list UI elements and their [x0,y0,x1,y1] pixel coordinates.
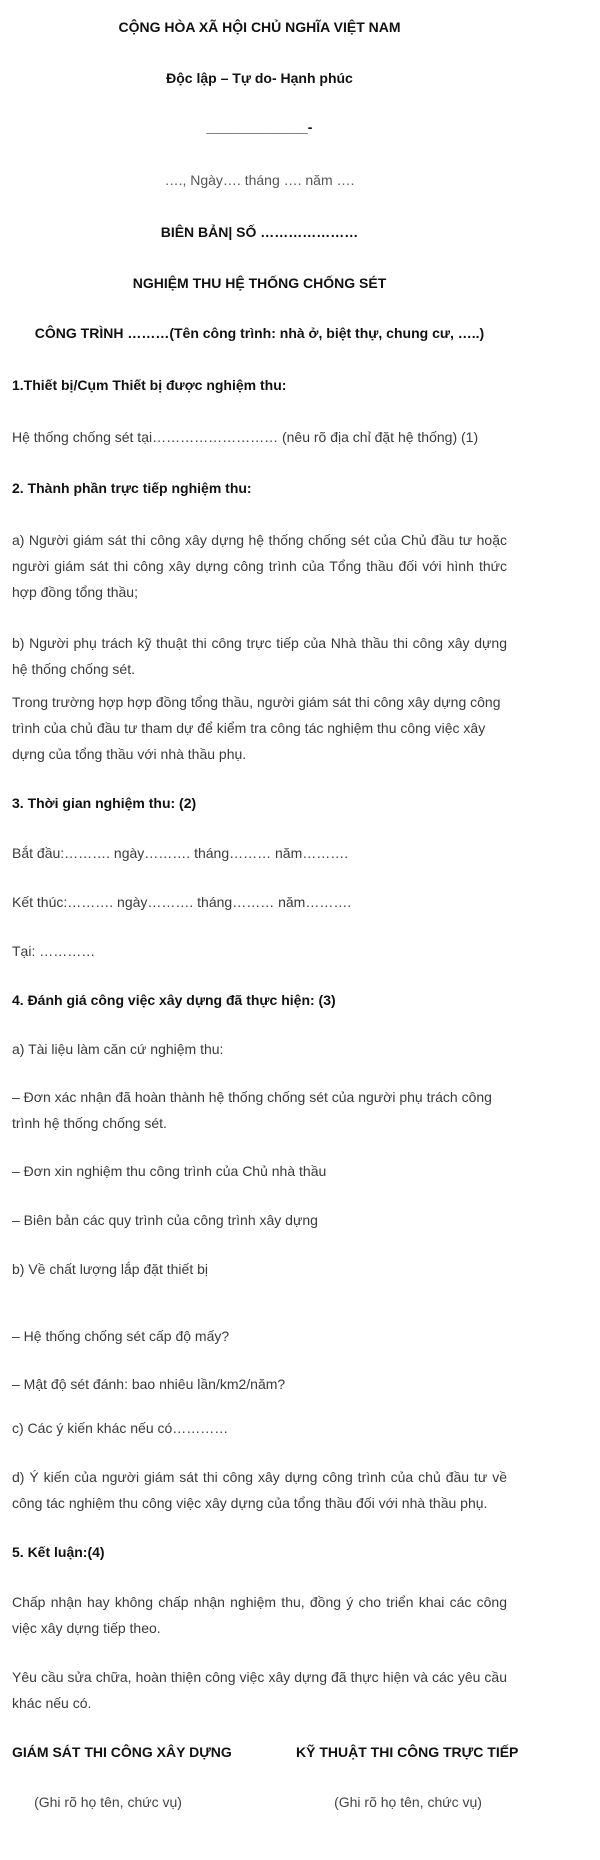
section-5-p2: Yêu cầu sửa chữa, hoàn thiện công việc xây dựng đã thực hiện và các yêu cầu khác nếu có. [12,1669,507,1711]
section-2-note: Trong trường hợp hợp đồng tổng thầu, người giám sát thi công xây dựng công trình của chủ đầu tư tham dự để kiểm tra công tác nghiệm thu công việc xây dựng của tổng thầu với nhà thầu phụ. [12,694,501,762]
section-4-a3: – Biên bản các quy trình của công trình xây dựng [12,1212,318,1228]
section-4-b: b) Về chất lượng lắp đặt thiết bị [12,1261,208,1277]
section-2-a: a) Người giám sát thi công xây dựng hệ thống chống sét của Chủ đầu tư hoặc người giám sát thi công xây dựng công trình của Tổng thầu đối với hình thức hợp đồng tổng thầu; [12,532,507,600]
section-4-heading: 4. Đánh giá công việc xây dựng đã thực hiện: (3) [12,992,336,1008]
project-line: CÔNG TRÌNH ………(Tên công trình: nhà ở, biệt thự, chung cư, …..) [34,325,485,341]
end-time: Kết thúc:………. ngày………. tháng……… năm………. [12,894,352,910]
section-2-b: b) Người phụ trách kỹ thuật thi công trực tiếp của Nhà thầu thi công xây dựng hệ thống chống sét. [12,635,507,677]
record-number: BIÊN BẢN| SỐ ………………… [160,224,359,240]
section-1-heading: 1.Thiết bị/Cụm Thiết bị được nghiệm thu: [12,377,287,393]
section-4-a1: – Đơn xác nhận đã hoàn thành hệ thống chống sét của người phụ trách công trình hệ thống chống sét. [12,1089,492,1131]
section-5-p1: Chấp nhận hay không chấp nhận nghiệm thu, đồng ý cho triển khai các công việc xây dựng tiếp theo. [12,1594,507,1636]
signature-right-title: KỸ THUẬT THI CÔNG TRỰC TIẾP [296,1744,519,1760]
signature-right-note: (Ghi rõ họ tên, chức vụ) [334,1794,482,1810]
signature-left-note: (Ghi rõ họ tên, chức vụ) [34,1794,182,1810]
section-4-b1: – Hệ thống chống sét cấp độ mấy? [12,1328,230,1344]
section-1-text: Hệ thống chống sét tại……………………… (nêu rõ địa chỉ đặt hệ thống) (1) [12,429,479,445]
section-4-b2: – Mật độ sét đánh: bao nhiêu lần/km2/năm? [12,1376,286,1392]
motto: Độc lập – Tự do- Hạnh phúc [166,70,353,86]
document-title: NGHIỆM THU HỆ THỐNG CHỐNG SÉT [132,275,387,291]
nation-heading: CỘNG HÒA XÃ HỘI CHỦ NGHĨA VIỆT NAM [118,19,401,35]
date-line: …., Ngày…. tháng …. năm …. [164,172,355,188]
section-2-heading: 2. Thành phần trực tiếp nghiệm thu: [12,480,252,496]
section-5-heading: 5. Kết luận:(4) [12,1544,105,1560]
start-time: Bắt đầu:………. ngày………. tháng……… năm………. [12,845,349,861]
separator: _____________- [206,119,313,135]
section-4-a2: – Đơn xin nghiệm thu công trình của Chủ nhà thầu [12,1163,327,1179]
section-4-d: d) Ý kiến của người giám sát thi công xây dựng công trình của chủ đầu tư về công tác nghiệm thu công việc xây dựng của tổng thầu đối với nhà thầu phụ. [12,1469,507,1511]
section-4-a: a) Tài liệu làm căn cứ nghiệm thu: [12,1041,224,1057]
place: Tại: ………… [12,943,96,959]
section-3-heading: 3. Thời gian nghiệm thu: (2) [12,795,197,811]
section-4-c: c) Các ý kiến khác nếu có………… [12,1420,229,1436]
signature-left-title: GIÁM SÁT THI CÔNG XÂY DỰNG [12,1744,232,1760]
